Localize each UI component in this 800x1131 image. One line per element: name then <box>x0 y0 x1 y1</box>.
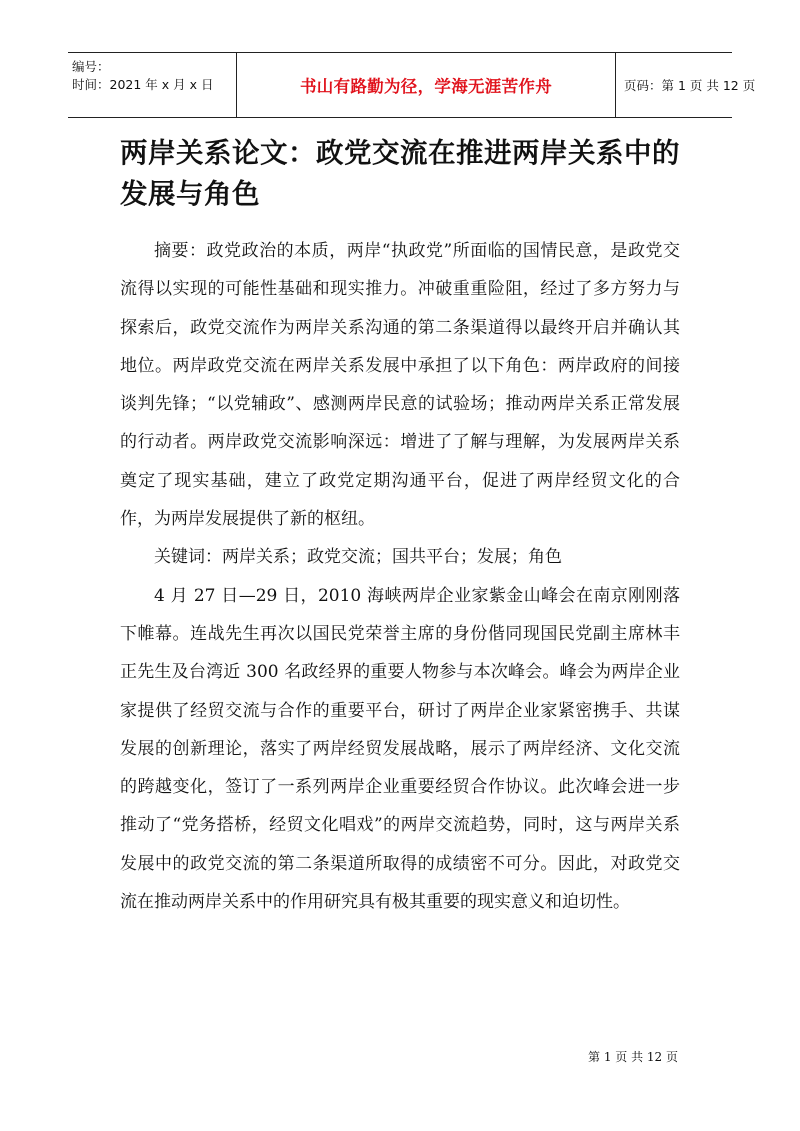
keywords-paragraph: 关键词：两岸关系；政党交流；国共平台；发展；角色 <box>154 547 562 568</box>
header-motto: 书山有路勤为径，学海无涯苦作舟 <box>236 53 616 117</box>
number-label: 编号： <box>72 59 110 74</box>
page-header <box>68 52 756 118</box>
header-meta <box>68 53 236 117</box>
time-label: 时间：2021 年 x 月 x 日 <box>72 77 214 92</box>
page-footer: 第 1 页 共 12 页 <box>588 1050 678 1064</box>
document-title: 两岸关系论文：政党交流在推进两岸关系中的发展与角色 <box>120 137 680 210</box>
header-page-info: 页码：第 1 页 共 12 页 <box>624 78 756 93</box>
abstract-paragraph: 摘要：政党政治的本质，两岸“执政党”所面临的国情民意，是政党交流得以实现的可能性基础和现实推力。冲破重重险阻，经过了多方努力与探索后，政党交流作为两岸关系沟通的第二条渠道得以最终开启并确认其地位。两岸政党交流在两岸关系发展中承担了以下角色：两岸政府的间接谈判先锋；“以党辅政”、感测两岸民意的试验场；推动两岸关系正常发展的行动者。两岸政党交流影响深远：增进了了解与理解，为发展两岸关系奠定了现实基础，建立了政党定期沟通平台，促进了两岸经贸文化的合作，为两岸发展提供了新的枢纽。 <box>120 241 680 530</box>
intro-paragraph: 4 月 27 日—29 日，2010 海峡两岸企业家紫金山峰会在南京刚刚落下帷幕。连战先生再次以国民党荣誉主席的身份偕同现国民党副主席林丰正先生及台湾近 300 名政经界的重要人物参与本次峰会。峰会为两岸企业家提供了经贸交流与合作的重要平台，研讨了两岸企业家紧密携手、共谋发展的创新理论，落实了两岸经贸发展战略，展示了两岸经济、文化交流的跨越变化，签订了一系列两岸企业重要经贸合作协议。此次峰会进一步推动了“党务搭桥，经贸文化唱戏”的两岸交流趋势，同时，这与两岸关系发展中的政党交流的第二条渠道所取得的成绩密不可分。因此，对政党交流在推动两岸关系中的作用研究具有极其重要的现实意义和迫切性。 <box>120 585 680 913</box>
document-body <box>120 232 680 921</box>
